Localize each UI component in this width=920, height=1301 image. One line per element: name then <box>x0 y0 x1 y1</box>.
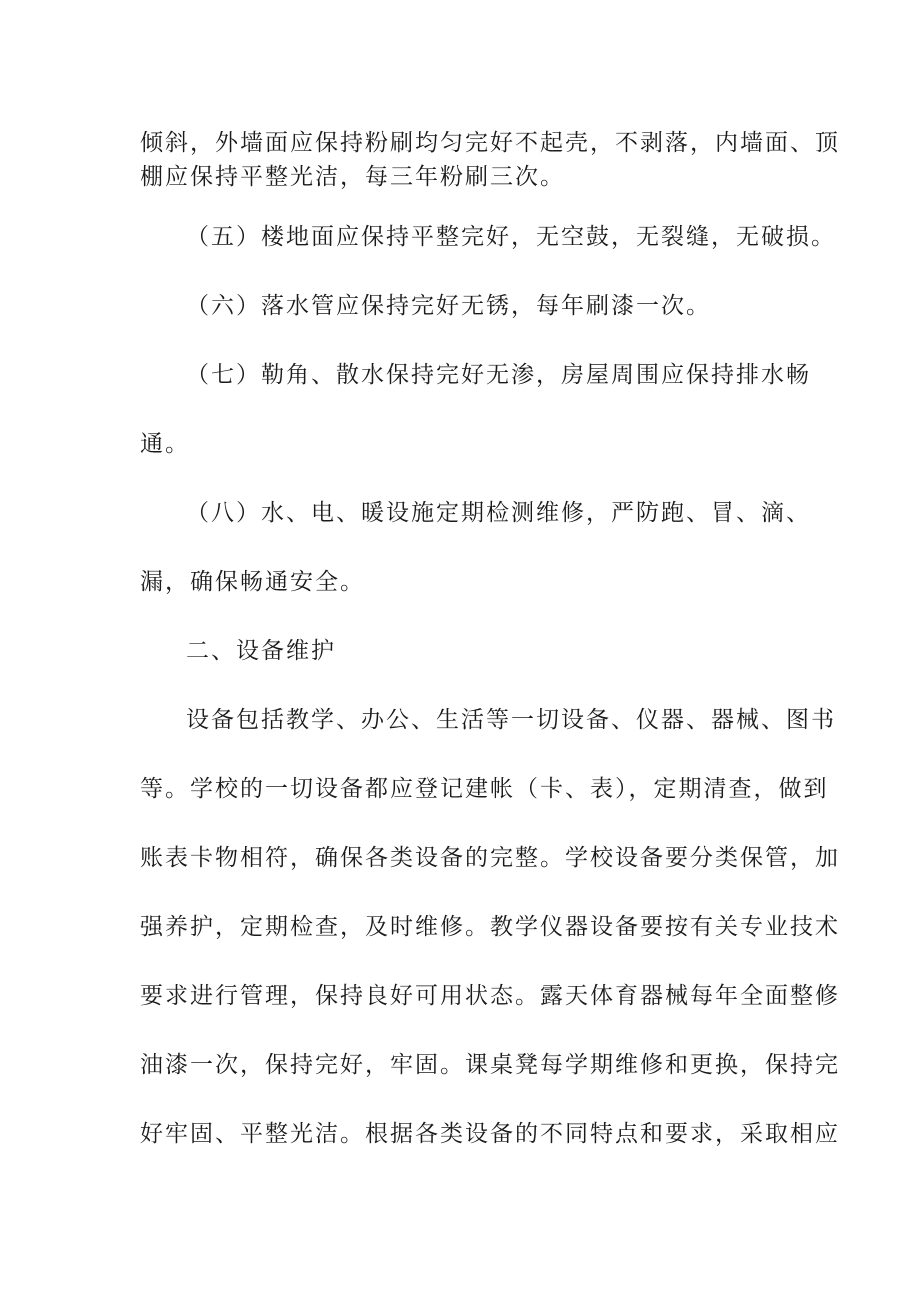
paragraph-equipment-line-2: 等。学校的一切设备都应登记建帐（卡、表），定期清查，做到 <box>140 776 829 802</box>
paragraph-equipment-line-6: 油漆一次，保持完好，牢固。课桌凳每学期维修和更换，保持完 <box>140 1052 840 1078</box>
paragraph-item-8-line-1: （八）水、电、暖设施定期检测维修，严防跑、冒、滴、 <box>186 500 811 526</box>
paragraph-item-8-line-2: 漏，确保畅通安全。 <box>140 569 365 595</box>
paragraph-item-5: （五）楼地面应保持平整完好，无空鼓，无裂缝，无破损。 <box>186 224 836 250</box>
section-heading-equipment: 二、设备维护 <box>186 638 336 664</box>
paragraph-equipment-line-4: 强养护，定期检查，及时维修。教学仪器设备要按有关专业技术 <box>140 914 840 940</box>
paragraph-equipment-line-5: 要求进行管理，保持良好可用状态。露天体育器械每年全面整修 <box>140 983 840 1009</box>
paragraph-equipment-line-7: 好牢固、平整光洁。根据各类设备的不同特点和要求，采取相应 <box>140 1121 840 1147</box>
paragraph-item-7-line-2: 通。 <box>140 431 190 457</box>
paragraph-equipment-line-1: 设备包括教学、办公、生活等一切设备、仪器、器械、图书 <box>186 707 836 733</box>
paragraph-item-6: （六）落水管应保持完好无锈，每年刷漆一次。 <box>186 293 711 319</box>
paragraph-item-7-line-1: （七）勒角、散水保持完好无渗，房屋周围应保持排水畅 <box>186 362 811 388</box>
paragraph-intro-line-1: 倾斜，外墙面应保持粉刷均匀完好不起壳，不剥落，内墙面、顶 <box>140 130 840 156</box>
paragraph-equipment-line-3: 账表卡物相符，确保各类设备的完整。学校设备要分类保管，加 <box>140 845 840 871</box>
paragraph-intro-line-2: 棚应保持平整光洁，每三年粉刷三次。 <box>140 164 565 190</box>
